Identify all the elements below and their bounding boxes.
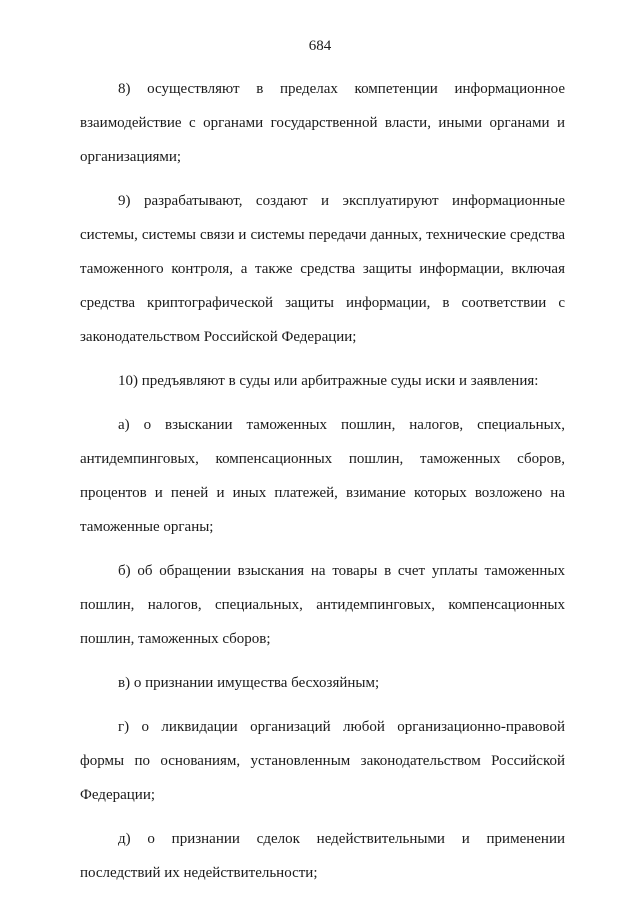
paragraph-subitem-g: г) о ликвидации организаций любой организационно-правовой формы по основаниям, установленным законодательством Российской Федерации;	[80, 719, 565, 803]
document-body	[80, 72, 565, 900]
paragraph-subitem-a: а) о взыскании таможенных пошлин, налогов, специальных, антидемпинговых, компенсационных пошлин, таможенных сборов, процентов и пеней и иных платежей, взимание которых возложено на таможенные органы;	[80, 417, 565, 535]
paragraph-item-10: 10) предъявляют в суды или арбитражные суды иски и заявления:	[118, 373, 539, 389]
paragraph-subitem-v: в) о признании имущества бесхозяйным;	[118, 675, 380, 691]
paragraph-subitem-b: б) об обращении взыскания на товары в счет уплаты таможенных пошлин, налогов, специальных, антидемпинговых, компенсационных пошлин, таможенных сборов;	[80, 563, 565, 647]
page-number: 684	[308, 38, 332, 54]
paragraph-item-8: 8) осуществляют в пределах компетенции информационное взаимодействие с органами государственной власти, иными органами и организациями;	[80, 81, 565, 165]
paragraph-item-9: 9) разрабатывают, создают и эксплуатируют информационные системы, системы связи и системы передачи данных, технические средства таможенного контроля, а также средства защиты информации, включая средства криптографической защиты информации, в соответствии с законодательством Российской Федерации;	[80, 193, 565, 345]
paragraph-subitem-d: д) о признании сделок недействительными и применении последствий их недействительности;	[80, 831, 565, 881]
